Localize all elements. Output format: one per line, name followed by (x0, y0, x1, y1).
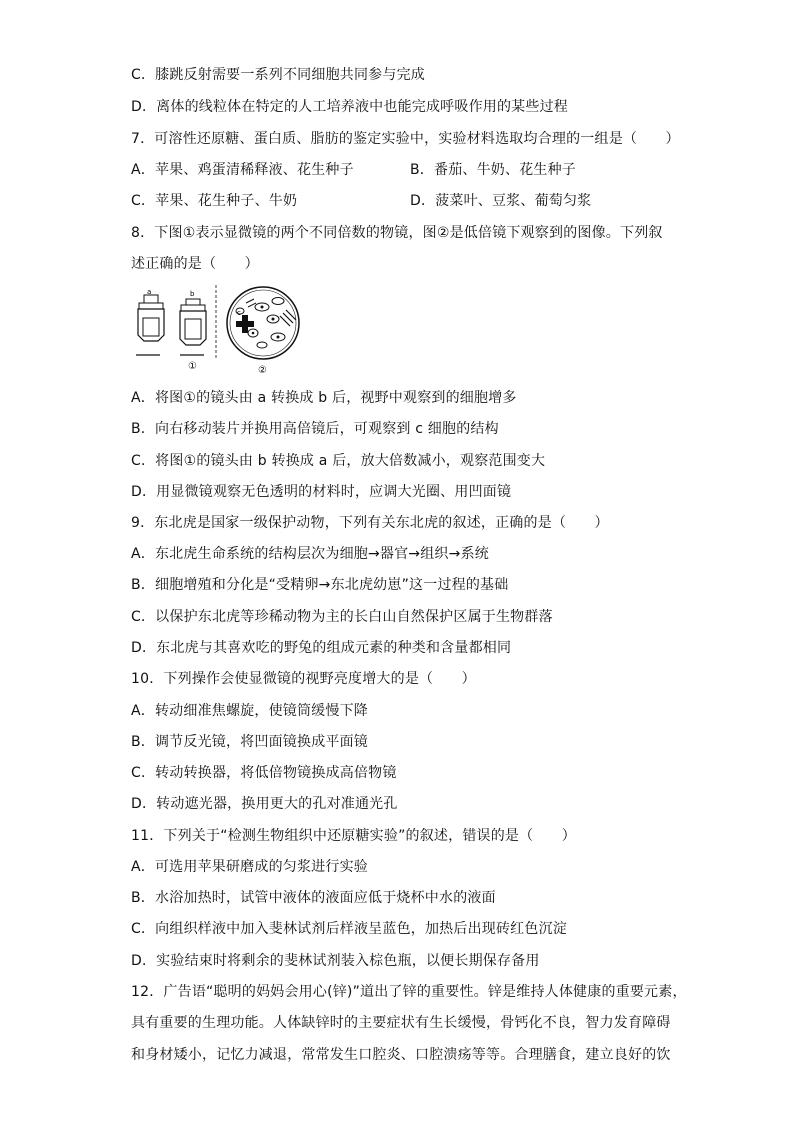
question-12-line2: 具有重要的生理功能。人体缺锌时的主要症状有生长缓慢，骨钙化不良，智力发育障碍 (131, 1015, 671, 1031)
q9-option-b: B．细胞增殖和分化是“受精卵→东北虎幼崽”这一过程的基础 (131, 577, 509, 593)
objective-b (180, 299, 206, 355)
question-8-line1: 8．下图①表示显微镜的两个不同倍数的物镜，图②是低倍镜下观察到的图像。下列叙 (131, 225, 663, 241)
label-c: c (237, 309, 241, 317)
q9-option-a: A．东北虎生命系统的结构层次为细胞→器官→组织→系统 (131, 546, 489, 562)
q10-option-d: D．转动遮光器，换用更大的孔对准通光孔 (131, 796, 398, 812)
q10-option-a: A．转动细准焦螺旋，使镜筒缓慢下降 (131, 703, 368, 719)
label-a: a (147, 288, 152, 296)
objective-a (136, 295, 164, 355)
question-8-line2: 述正确的是（ ） (131, 256, 259, 272)
q9-option-d: D．东北虎与其喜欢吃的野兔的组成元素的种类和含量都相同 (131, 640, 512, 656)
q7-option-a: A．苹果、鸡蛋清稀释液、花生种子 (131, 162, 354, 178)
q9-option-c: C．以保护东北虎等珍稀动物为主的长白山自然保护区属于生物群落 (131, 609, 553, 625)
q11-option-c: C．向组织样液中加入斐林试剂后样液呈蓝色，加热后出现砖红色沉淀 (131, 921, 567, 937)
q8-option-a: A．将图①的镜头由 a 转换成 b 后，视野中观察到的细胞增多 (131, 390, 517, 406)
question-11: 11．下列关于“检测生物组织中还原糖实验”的叙述，错误的是（ ） (131, 828, 576, 844)
caption-2: ② (258, 365, 267, 376)
question-10: 10．下列操作会使显微镜的视野亮度增大的是（ ） (131, 671, 476, 687)
q10-option-c: C．转动转换器，将低倍物镜换成高倍物镜 (131, 765, 397, 781)
q7-option-d: D．菠菜叶、豆浆、葡萄匀浆 (410, 193, 592, 209)
q7-option-b: B．番茄、牛奶、花生种子 (410, 162, 577, 178)
q7-option-c: C．苹果、花生种子、牛奶 (131, 193, 298, 209)
label-b: b (190, 290, 195, 298)
microscope-diagram (128, 285, 308, 377)
question-9: 9．东北虎是国家一级保护动物，下列有关东北虎的叙述，正确的是（ ） (131, 515, 609, 531)
microscope-figure (128, 285, 308, 377)
question-12-line1: 12．广告语“聪明的妈妈会用心(锌)”道出了锌的重要性。锌是维持人体健康的重要元素， (131, 984, 687, 1000)
field-of-view (227, 287, 299, 359)
caption-1: ① (188, 361, 197, 372)
q8-option-c: C．将图①的镜头由 b 转换成 a 后，放大倍数减小，观察范围变大 (131, 453, 546, 469)
question-12-line3: 和身材矮小，记忆力减退，常常发生口腔炎、口腔溃疡等等。合理膳食，建立良好的饮 (131, 1047, 671, 1063)
q8-option-b: B．向右移动装片并换用高倍镜后，可观察到 c 细胞的结构 (131, 421, 499, 437)
question-7: 7．可溶性还原糖、蛋白质、脂肪的鉴定实验中，实验材料选取均合理的一组是（ ） (131, 131, 680, 147)
q11-option-d: D．实验结束时将剩余的斐林试剂装入棕色瓶，以便长期保存备用 (131, 953, 540, 969)
option-c-prev: C．膝跳反射需要一系列不同细胞共同参与完成 (131, 67, 425, 83)
option-d-prev: D．离体的线粒体在特定的人工培养液中也能完成呼吸作用的某些过程 (131, 99, 568, 115)
q11-option-a: A．可选用苹果研磨成的匀浆进行实验 (131, 859, 368, 875)
q8-option-d: D．用显微镜观察无色透明的材料时，应调大光圈、用凹面镜 (131, 484, 512, 500)
q11-option-b: B．水浴加热时，试管中液体的液面应低于烧杯中水的液面 (131, 890, 496, 906)
q10-option-b: B．调节反光镜，将凹面镜换成平面镜 (131, 734, 369, 750)
